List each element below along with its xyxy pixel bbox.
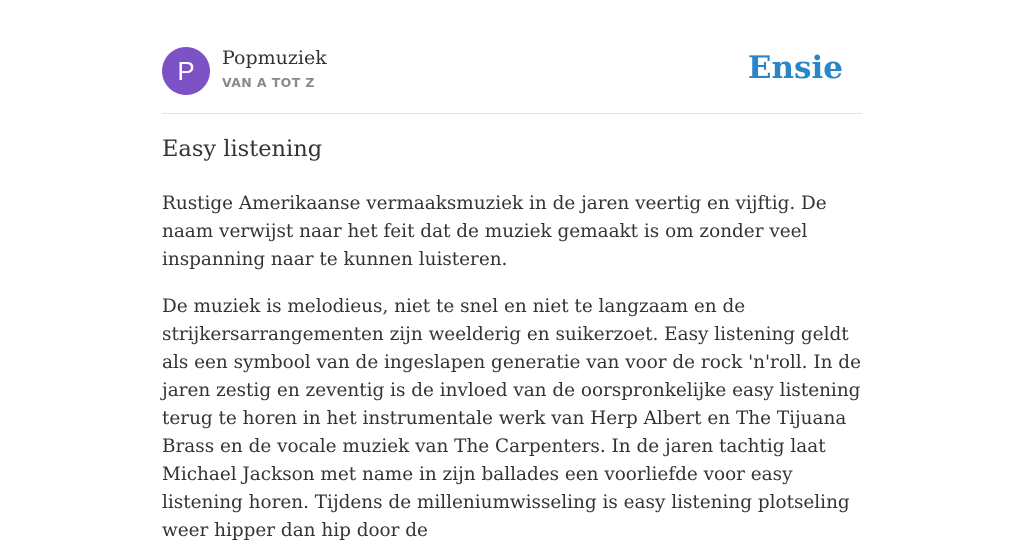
source-subtitle: VAN A TOT Z xyxy=(222,75,315,90)
article-paragraph: Rustige Amerikaanse vermaaksmuziek in de jaren veertig en vijftig. De naam verwijst naar het feit dat de muziek gemaakt is om zonder veel inspanning naar te kunnen luisteren. xyxy=(162,193,827,270)
brand-logo[interactable]: Ensie xyxy=(747,50,843,86)
source-header xyxy=(162,47,862,95)
header-divider xyxy=(162,113,862,114)
source-title[interactable]: Popmuziek xyxy=(222,47,327,69)
article-title: Easy listening xyxy=(162,136,323,162)
article-paragraph: De muziek is melodieus, niet te snel en niet te langzaam en de strijkersarrangementen zijn weelderig en suikerzoet. Easy listening geldt als een symbool van de ingeslapen generatie van voor de rock 'n'roll. In de jaren zestig en zeventig is de invloed van de oorspronkelijke easy listening terug te horen in het instrumentale werk van Herp Albert en The Tijuana Brass en de vocale muziek van The Carpenters. In de jaren tachtig laat Michael Jackson met name in zijn ballades een voorliefde voor easy listening horen. Tijdens de milleniumwisseling is easy listening plotseling weer hipper dan hip door de xyxy=(162,296,861,541)
avatar[interactable]: P xyxy=(162,47,210,95)
